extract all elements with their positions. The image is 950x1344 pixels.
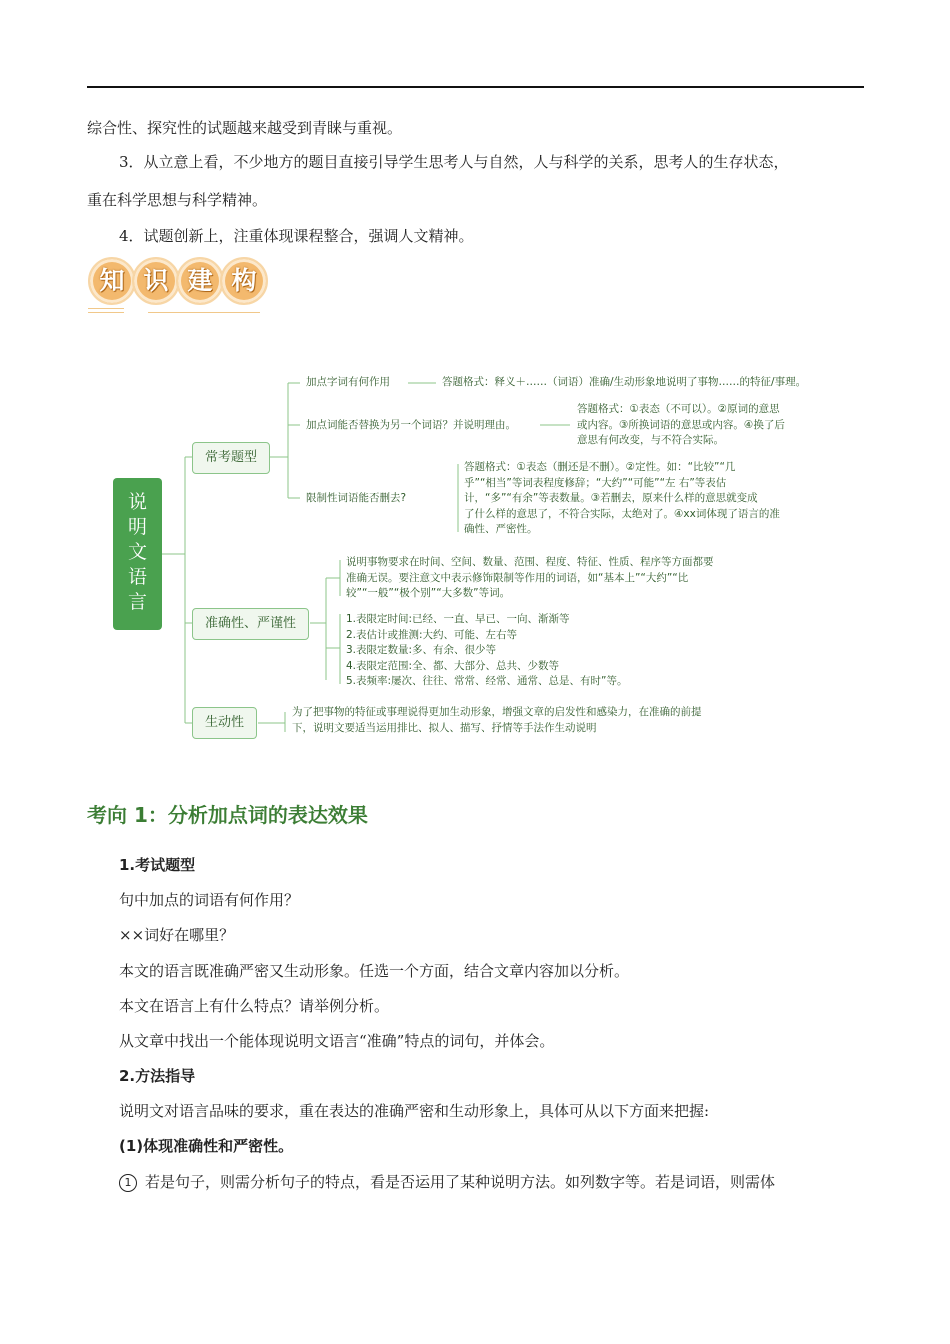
common-a3: 答题格式：①表态（删还是不删）。②定性。如：“比较”“几 乎”“相当”等词表程度修辞；“大约”“可能”“左 右”等表估 计，“多”“有余”等表数量。③若删去，原来什么样的意思就变成 了什么样的意思了，不符合实际，太绝对了。④xx词体现了语言的准 确性、严密性。 [464,461,780,536]
banner-bubble: 构 [220,257,268,305]
vivid-desc: 为了把事物的特征或事理说得更加生动形象，增强文章的启发性和感染力，在准确的前提 下，说明文要适当运用排比、拟人、描写、抒情等手法作生动说明 [292,706,702,734]
intro-line-2: 3．从立意上看，不少地方的题目直接引导学生思考人与自然，人与科学的关系，思考人的生存状态， [119,153,789,171]
common-q2: 加点词能否替换为另一个词语？并说明理由。 [306,419,516,431]
banner-bubble: 建 [176,257,224,305]
question-5: 从文章中找出一个能体现说明文语言“准确”特点的词句，并体会。 [119,1032,555,1050]
common-q1: 加点字词有何作用 [306,376,390,388]
method-paragraph: 说明文对语言品味的要求，重在表达的准确严密和生动形象上，具体可从以下方面来把握: [119,1102,710,1120]
circled-number: 1 [119,1174,137,1192]
mindmap-root: 说 明 文 语 言 [113,478,162,630]
branch-accuracy: 准确性、严谨性 [192,608,309,640]
heading-exam-types: 1.考试题型 [119,856,196,874]
question-3: 本文的语言既准确严密又生动形象。任选一个方面，结合文章内容加以分析。 [119,962,630,980]
question-2: ××词好在哪里？ [119,926,235,944]
banner-bubble: 识 [132,257,180,305]
banner-bubble: 知 [88,257,136,305]
common-q3: 限制性词语能否删去? [306,492,407,504]
common-a1: 答题格式：释义＋……（词语）准确/生动形象地说明了事物……的特征/事理。 [442,376,807,388]
intro-line-4: 4．试题创新上，注重体现课程整合，强调人文精神。 [119,227,474,245]
heading-method: 2.方法指导 [119,1067,196,1085]
method-point-1: 1 若是句子，则需分析句子的特点，看是否运用了某种说明方法。如列数字等。若是词语，则需体 [119,1172,775,1192]
branch-vivid: 生动性 [192,707,257,739]
question-4: 本文在语言上有什么特点？请举例分析。 [119,997,390,1015]
heading-accuracy: (1)体现准确性和严密性。 [119,1137,294,1155]
accuracy-desc: 说明事物要求在时间、空间、数量、范围、程度、特征、性质、程序等方面都要 准确无误。要注意文中表示修饰限制等作用的词语，如“基本上”“大约”“比 较”“一般”“极个别”“大多数”等词。 [346,556,714,600]
intro-line-3: 重在科学思想与科学精神。 [87,191,268,209]
accuracy-list: 1.表限定时间:已经、一直、早已、一向、渐渐等 2.表估计或推测:大约、可能、左右等 3.表限定数量:多、有余、很少等 4.表限定范围:全、都、大部分、总共、少数等 5.表频率:屡次、往往、常常、经常、通常、总是、有时”等。 [346,613,628,688]
question-1: 句中加点的词语有何作用？ [119,891,300,909]
common-a2: 答题格式：①表态（不可以）。②原词的意思 或内容。③所换词语的意思或内容。④换了后 意思有何改变，与不符合实际。 [577,403,785,447]
branch-common-types: 常考题型 [192,442,270,474]
intro-line-1: 综合性、探究性的试题越来越受到青睐与重视。 [87,119,403,137]
section-title: 考向 1：分析加点词的表达效果 [87,803,368,827]
